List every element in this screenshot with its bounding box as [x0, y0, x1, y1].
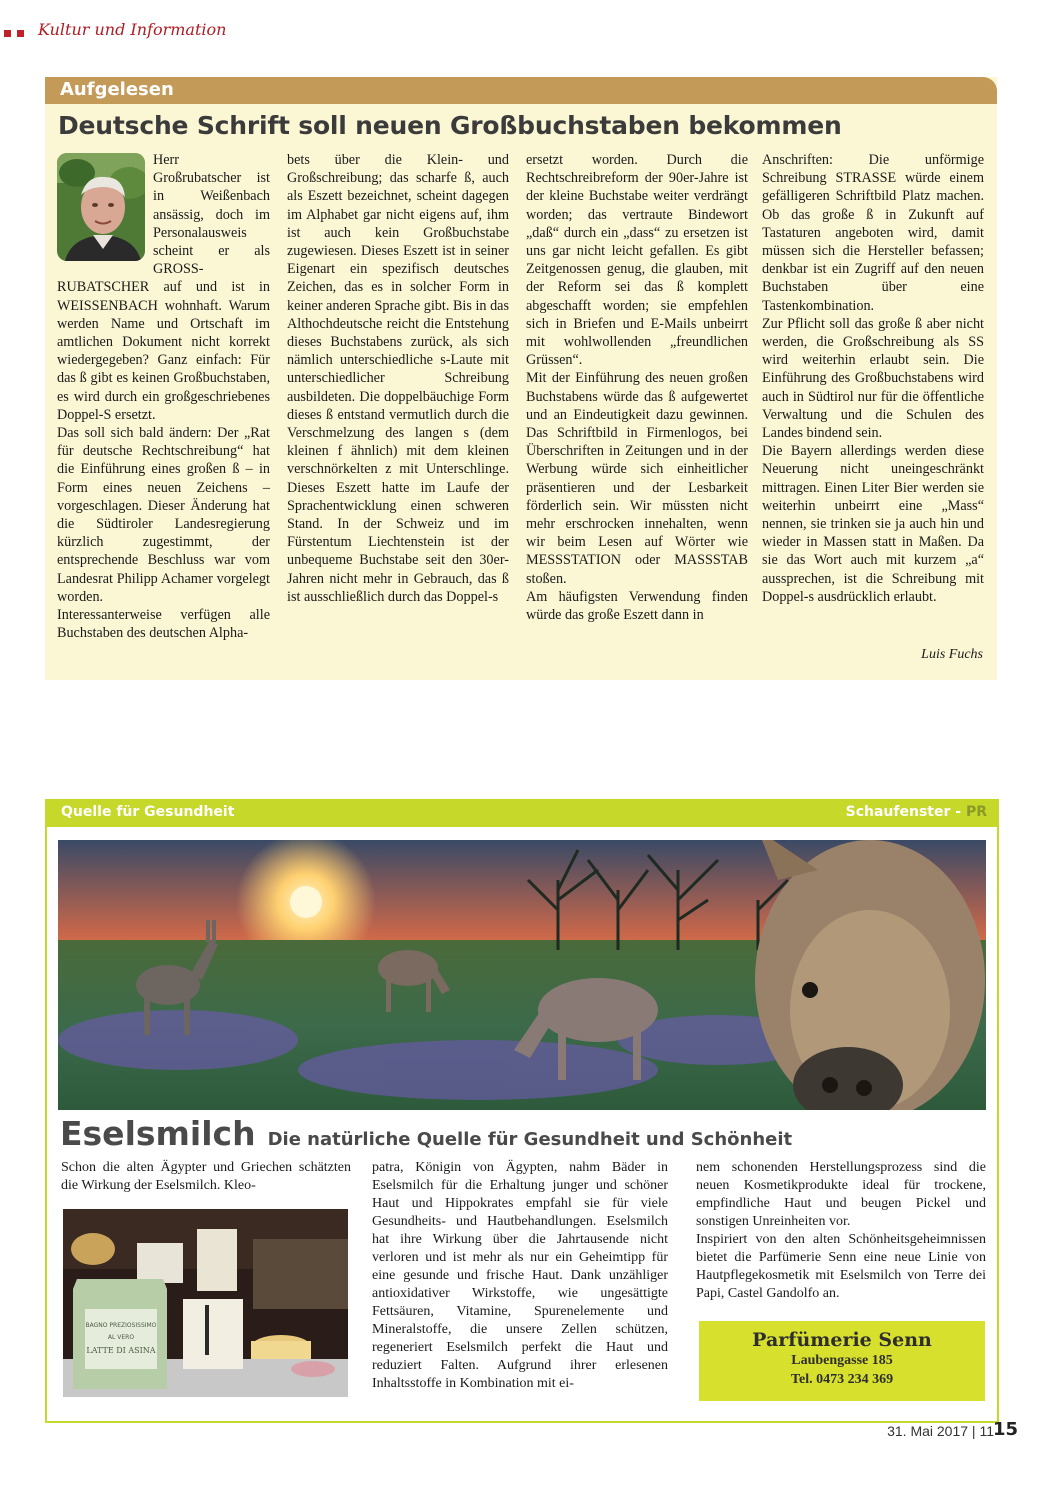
article1-column-1 [57, 151, 270, 642]
article1-paragraph: Interessanterweise verfügen alle Buchstaben des deutschen Alpha- [57, 607, 270, 642]
article2-title-main: Eselsmilch [60, 1114, 256, 1153]
store-ad-box [699, 1321, 985, 1401]
article1-paragraph: Das soll sich bald ändern: Der „Rat für deutsche Rechtschreibung“ hat die Einführung eines großen ß – in Form eines neuen Zeichens – vorgeschlagen. Dieser Änderung hat die Südtiroler Landesregierung kürzlich zugestimmt, der entsprechende Beschluss war vom Landesrat Philipp Achamer vorgelegt worden. [57, 425, 270, 605]
article2-column-2 [372, 1159, 668, 1393]
article1-column-2 [287, 151, 509, 606]
pr-band [47, 801, 997, 827]
jar-label-line-1: BAGNO PREZIOSISSIMO [85, 1322, 157, 1329]
article2-paragraph: nem schonenden Herstellungsprozess sind die neuen Kosmetikprodukte ideal für trockene, empfindliche Haut und beugen Pickel und sonstigen Unreinheiten vor. [696, 1160, 986, 1229]
pr-tag: PR [965, 804, 987, 820]
section-title: Kultur und Information [38, 20, 227, 39]
band-right-label: Schaufenster - PR [845, 804, 987, 820]
store-phone: Tel. 0473 234 369 [790, 1372, 894, 1387]
article1-paragraph: ersetzt worden. Durch die Rechtschreibreform der 90er-Jahre ist der kleine Buchstabe weiter verdrängt worden; das vertraute Bindewort „daß“ durch ein „dass“ zu ersetzen ist uns gar nicht leicht gefallen. Es gibt Zeitgenossen genug, die glauben, mit der Reform sei das ß komplett abgeschafft worden; sie empfehlen sich in Briefen und E-Mails unbeirrt mit wohlwollenden „freundlichen Grüssen“. [526, 152, 748, 369]
article1-paragraph: Herr Großrubatscher ist in Weißenbach ansässig, doch im Personalausweis scheint er als GROSS-RUBATSCHER auf und ist in WEISSENBACH wohnhaft. Warum werden Name und Ortschaft im amtlichen Dokument nicht korrekt wiedergegeben? Ganz einfach: Für das ß gibt es keinen Großbuchstaben, es wird durch ein großgeschriebenes Doppel-S ersetzt. [57, 152, 270, 423]
jar-label-line-3: LATTE DI ASINA [86, 1346, 156, 1355]
issue-date: 31. Mai 2017 | 11 [887, 1423, 994, 1439]
header-square-1 [4, 30, 11, 37]
article1-paragraph: Am häufigsten Verwendung finden würde das große Eszett dann in [526, 588, 748, 624]
article2-subtitle: Die natürliche Quelle für Gesundheit und Schönheit [267, 1129, 793, 1150]
article1-column-3 [526, 151, 748, 624]
header-square-2 [17, 30, 24, 37]
article2-paragraph: patra, Königin von Ägypten, nahm Bäder in Eselsmilch für die Erhaltung junger und schöner Haut und Hippokrates empfahl sie für viele Gesundheits- und Hautbehandlungen. Eselsmilch hat ihre Wirkung über die Jahrtausende nicht verloren und ist mehr als nur ein Geheimtipp für eine gesunde und frische Haut. Dank unzähliger antioxidativer Wirkstoffe, wie ungesättigte Fettsäuren, Vitamine, Spurenelemente und Mineralstoffe, die unsere Zellen schützen, regeneriert Eselsmilch perfekt die Haut und reduziert Falten. Aufgrund ihrer erlesenen Inhaltsstoffe in Kombination mit ei- [372, 1160, 668, 1391]
article2-paragraph: Schon die alten Ägypter und Griechen schätzten die Wirkung der Eselsmilch. Kleo- [61, 1160, 351, 1193]
article1-paragraph: Zur Pflicht soll das große ß aber nicht werden, die Großschreibung als SS wird weiterhin erlaubt sein. Die Einführung des Großbuchstabens wird auch in Südtirol nur für die öffentliche Verwaltung und die Schulen des Landes bindend sein. [762, 315, 984, 442]
article2-title [60, 1114, 792, 1153]
store-address: Laubengasse 185 [791, 1353, 893, 1368]
article-eselsmilch [45, 799, 999, 1423]
donkey-banner-image [58, 840, 986, 1110]
jar-label-line-2: AL VERO [107, 1334, 135, 1341]
article1-column-4 [762, 151, 984, 606]
article2-column-1 [61, 1159, 351, 1195]
kicker-label: Aufgelesen [60, 79, 174, 100]
article1-paragraph: Die Bayern allerdings werden diese Neuerung nicht uneingeschränkt mittragen. Einen Liter Bier werden sie weiterhin unbeirrt eine „Mass“ nennen, sie trinken sie ja auch hin und wieder in Massen statt in Maßen. Da sie das Wort auch mit kurzem „a“ aussprechen, ist die Schreibung mit Doppel-s ausdrücklich erlaubt. [762, 443, 984, 605]
cosmetics-product-photo [63, 1209, 348, 1397]
article-byline: Luis Fuchs [921, 647, 983, 662]
article1-paragraph: Mit der Einführung des neuen großen Buchstabens würde das ß aufgewertet und an Eindeutigkeit dazu gewinnen. Das Schriftbild in Firmenlogos, bei Überschriften in Zeitungen und in der Werbung würde sich einheitlicher präsentieren und der Lesbarkeit förderlich sein. Wir müssten nicht mehr erschrocken innehalten, wenn wir beim Lesen auf Wörter wie MESSSTATION oder MASSSTAB stoßen. [526, 370, 748, 587]
article-headline: Deutsche Schrift soll neuen Großbuchstaben bekommen [58, 111, 842, 140]
article1-paragraph: Anschriften: Die unförmige Schreibung STRASSE würde einem gefälligeren Schriftbild Platz machen. Ob das große ß in Zukunft auf Tastaturen angeboten wird, damit müssen sich die Hersteller befassen; denkbar ist ein Zugriff auf den neuen Buchstaben über eine Tastenkombination. [762, 152, 984, 314]
article2-paragraph: Inspiriert von den alten Schönheitsgeheimnissen bietet die Parfümerie Senn eine neue Linie von Hautpflegekosmetik mit Eselsmilch von Terre dei Papi, Castel Gandolfo an. [696, 1232, 986, 1301]
page-number: 15 [992, 1419, 1018, 1440]
article-aufgelesen [45, 77, 997, 680]
band-left-label: Quelle für Gesundheit [61, 804, 235, 820]
article2-column-3 [696, 1159, 986, 1303]
article1-paragraph: bets über die Klein- und Großschreibung; das scharfe ß, auch als Eszett bezeichnet, scheint dagegen im Alphabet gar nicht eigens auf, ihm ist auch kein Großbuchstabe zugewiesen. Dieses Eszett ist in seiner Eigenart ein spezifisch deutsches Zeichen, das es in solcher Form in keiner anderen Sprache gibt. Bis in das Althochdeutsche reicht die Entstehung dieses Buchstabens zurück, als sich nämlich unterschiedliche s-Laute mit unterschiedlicher Schreibung ausbildeten. Die doppelbäuchige Form dieses ß entstand vermutlich durch die Verschmelzung des langen s (dem kleinen f ähnlich) mit dem kleinen verschnörkelten z mit Unterschlinge. Dieses Eszett hatte im Laufe der Sprachentwicklung einen schweren Stand. In der Schweiz und im Fürstentum Liechtenstein ist der unbequeme Buchstabe seit den 30er-Jahren nicht mehr in Gebrauch, das ß ist ausschließlich durch das Doppel-s [287, 152, 509, 605]
kicker-band [45, 77, 997, 104]
store-name: Parfümerie Senn [752, 1329, 932, 1351]
author-portrait [57, 153, 145, 261]
